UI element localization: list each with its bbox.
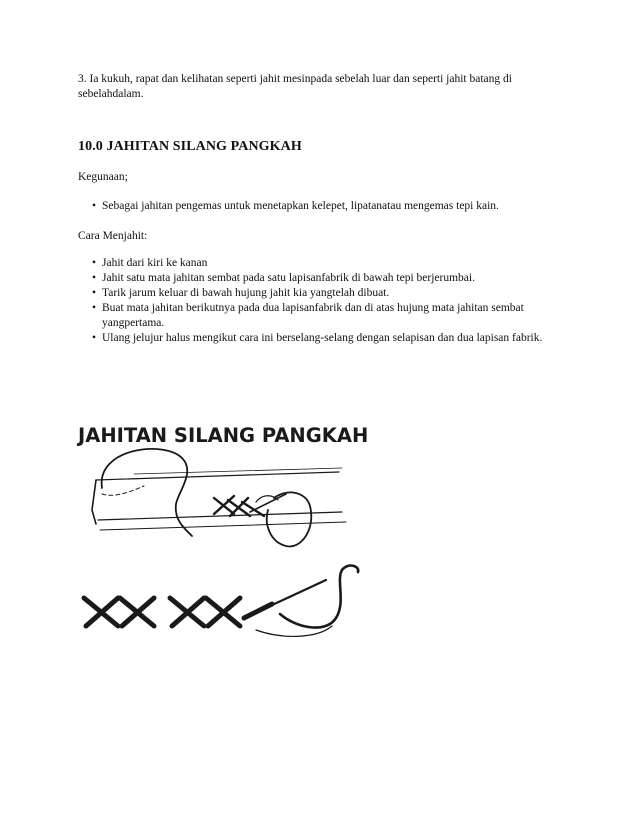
- list-item-text: Tarik jarum keluar di bawah hujung jahit kia yangtelah dibuat.: [102, 287, 390, 299]
- list-item-text: Sebagai jahitan pengemas untuk menetapkan kelepet, lipatanatau mengemas tepi kain.: [102, 200, 499, 212]
- stitch-sketch: [74, 408, 374, 678]
- cross-stitch: [244, 604, 272, 618]
- stitch-illustration: [74, 408, 374, 678]
- list-item: [78, 256, 558, 271]
- thread-loop: [102, 449, 192, 536]
- list-item: [78, 301, 558, 331]
- figure-title: JAHITAN SILANG PANGKAH: [78, 424, 369, 447]
- list-item: [78, 271, 558, 286]
- section-heading: 10.0 JAHITAN SILANG PANGKAH: [78, 139, 302, 154]
- bullet-icon: •: [92, 332, 97, 344]
- list-item: [78, 199, 558, 214]
- lower-sketch: [84, 566, 358, 637]
- list-item: [78, 331, 558, 346]
- bullet-icon: •: [92, 200, 97, 212]
- list-item-text: Buat mata jahitan berikutnya pada dua lapisanfabrik dan di atas hujung mata jahitan sembat yangpertama.: [102, 302, 524, 329]
- uses-list: [78, 199, 558, 214]
- uses-label: Kegunaan;: [78, 171, 128, 183]
- fabric-fold: [92, 480, 96, 524]
- method-label: Cara Menjahit:: [78, 230, 148, 242]
- list-item-text: Ulang jelujur halus mengikut cara ini berselang-selang dengan selapisan dan dua lapisan fabrik.: [102, 332, 543, 344]
- upper-sketch: [92, 449, 346, 547]
- list-item: [78, 286, 558, 301]
- bullet-icon: •: [92, 302, 97, 314]
- cross-stitch: [228, 498, 250, 516]
- intro-paragraph: 3. Ia kukuh, rapat dan kelihatan seperti jahit mesinpada sebelah luar dan seperti jahit batang di sebelahdalam.: [78, 73, 512, 100]
- cross-stitch: [214, 496, 234, 514]
- list-item-text: Jahit satu mata jahitan sembat pada satu lapisanfabrik di bawah tepi berjerumbai.: [102, 272, 475, 284]
- needle: [270, 580, 326, 606]
- steps-list: [78, 256, 558, 346]
- bullet-icon: •: [92, 272, 97, 284]
- bullet-icon: •: [92, 257, 97, 269]
- fabric-top-edge: [96, 472, 339, 480]
- thread-dashed: [102, 486, 144, 495]
- bullet-icon: •: [92, 287, 97, 299]
- fabric-hem-line: [98, 512, 342, 520]
- list-item-text: Jahit dari kiri ke kanan: [102, 257, 208, 269]
